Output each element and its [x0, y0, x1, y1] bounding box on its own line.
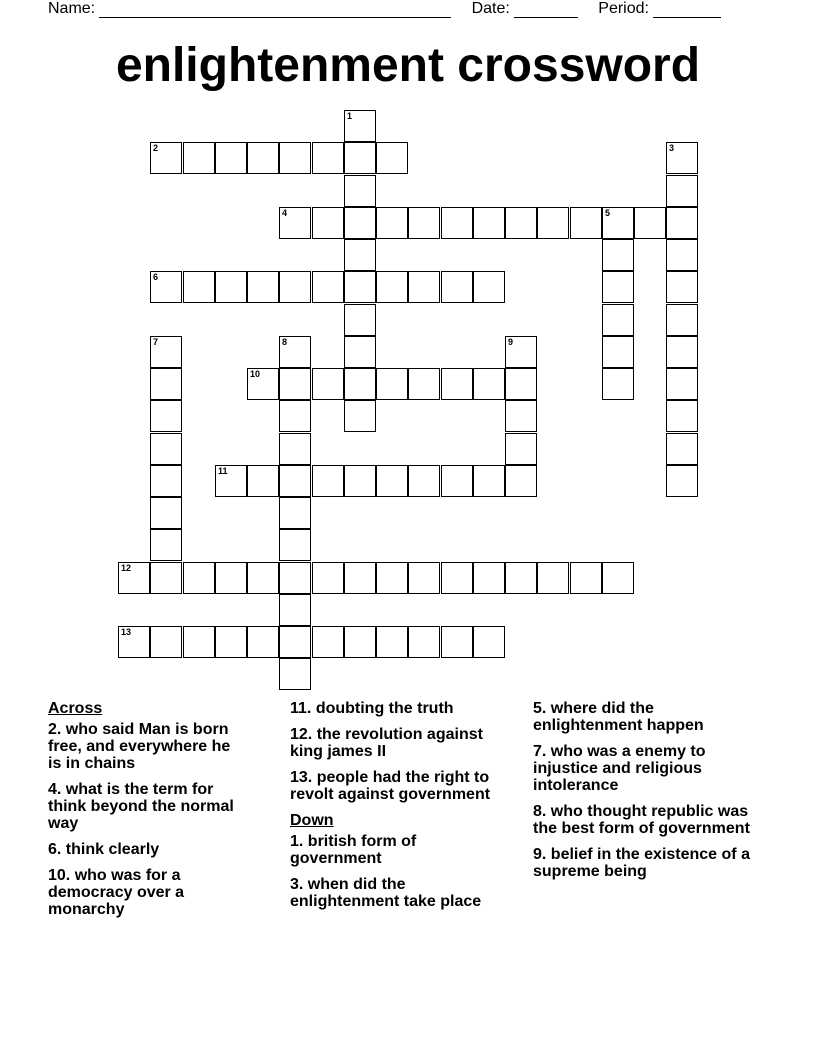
clues-column-2	[290, 700, 510, 919]
crossword-cell[interactable]	[279, 562, 311, 594]
crossword-cell[interactable]	[150, 142, 182, 174]
clue-number: 1	[347, 111, 353, 121]
down-heading: Down	[290, 812, 334, 829]
clue-number: 10	[250, 369, 261, 379]
crossword-cell[interactable]	[505, 433, 537, 465]
clue-across-13: 13. people had the right to revolt against government	[290, 769, 491, 803]
clues-column-1	[48, 700, 248, 927]
crossword-cell[interactable]	[247, 271, 279, 303]
crossword-cell[interactable]	[666, 142, 698, 174]
crossword-cell[interactable]	[118, 626, 150, 658]
clues-column-3	[533, 700, 763, 889]
crossword-cell[interactable]	[247, 368, 279, 400]
crossword-cell[interactable]	[441, 562, 473, 594]
across-heading: Across	[48, 700, 103, 717]
crossword-cell[interactable]	[344, 239, 376, 271]
crossword-cell[interactable]	[150, 433, 182, 465]
crossword-cell[interactable]	[215, 465, 247, 497]
crossword-cell[interactable]	[602, 368, 634, 400]
page-title: enlightenment crossword	[115, 39, 701, 92]
crossword-cell[interactable]	[602, 562, 634, 594]
clue-across-4: 4. what is the term for think beyond the normal way	[48, 781, 234, 832]
crossword-cell[interactable]	[215, 271, 247, 303]
crossword-cell[interactable]	[376, 465, 408, 497]
clue-number: 2	[153, 143, 159, 153]
clue-across-10: 10. who was for a democracy over a monarchy	[48, 867, 185, 918]
clue-number: 9	[508, 337, 514, 347]
crossword-cell[interactable]	[666, 400, 698, 432]
crossword-cell[interactable]	[344, 207, 376, 239]
crossword-cell[interactable]	[247, 465, 279, 497]
clue-across-12: 12. the revolution against king james II	[290, 726, 483, 760]
crossword-cell[interactable]	[602, 207, 634, 239]
crossword-cell[interactable]	[441, 626, 473, 658]
crossword-cell[interactable]	[150, 562, 182, 594]
crossword-cell[interactable]	[666, 207, 698, 239]
crossword-cell[interactable]	[602, 304, 634, 336]
clue-number: 6	[153, 272, 159, 282]
crossword-cell[interactable]	[344, 465, 376, 497]
crossword-cell[interactable]	[150, 497, 182, 529]
crossword-cell[interactable]	[279, 658, 311, 690]
clue-down-1: 1. british form of government	[290, 833, 417, 867]
crossword-cell[interactable]	[505, 400, 537, 432]
clue-down-3: 3. when did the enlightenment take place	[290, 876, 482, 910]
crossword-cell[interactable]	[215, 626, 247, 658]
crossword-cell[interactable]	[473, 465, 505, 497]
crossword-cell[interactable]	[408, 562, 440, 594]
crossword-cell[interactable]	[312, 207, 344, 239]
crossword-cell[interactable]	[215, 562, 247, 594]
crossword-cell[interactable]	[312, 465, 344, 497]
crossword-cell[interactable]	[666, 304, 698, 336]
crossword-cell[interactable]	[666, 271, 698, 303]
crossword-cell[interactable]	[408, 465, 440, 497]
clue-down-9: 9. belief in the existence of a supreme being	[533, 846, 750, 880]
crossword-cell[interactable]	[344, 400, 376, 432]
crossword-cell[interactable]	[408, 271, 440, 303]
crossword-cell[interactable]	[376, 271, 408, 303]
crossword-cell[interactable]	[505, 368, 537, 400]
clue-down-7: 7. who was a enemy to injustice and religious intolerance	[533, 743, 706, 794]
crossword-cell[interactable]	[376, 207, 408, 239]
crossword-cell[interactable]	[505, 336, 537, 368]
crossword-cell[interactable]	[279, 433, 311, 465]
crossword-cell[interactable]	[473, 368, 505, 400]
crossword-cell[interactable]	[150, 271, 182, 303]
crossword-cell[interactable]	[408, 207, 440, 239]
crossword-cell[interactable]	[537, 207, 569, 239]
crossword-cell[interactable]	[376, 368, 408, 400]
crossword-cell[interactable]	[279, 626, 311, 658]
crossword-cell[interactable]	[344, 562, 376, 594]
crossword-cell[interactable]	[408, 626, 440, 658]
crossword-cell[interactable]	[441, 465, 473, 497]
clue-number: 8	[282, 337, 288, 347]
crossword-cell[interactable]	[666, 239, 698, 271]
crossword-cell[interactable]	[441, 271, 473, 303]
crossword-cell[interactable]	[505, 207, 537, 239]
crossword-cell[interactable]	[118, 562, 150, 594]
clue-across-6: 6. think clearly	[48, 841, 160, 858]
crossword-cell[interactable]	[602, 271, 634, 303]
crossword-cell[interactable]	[312, 562, 344, 594]
crossword-cell[interactable]	[344, 271, 376, 303]
crossword-cell[interactable]	[312, 271, 344, 303]
crossword-cell[interactable]	[247, 626, 279, 658]
period-label: Period:	[598, 0, 649, 17]
crossword-cell[interactable]	[570, 207, 602, 239]
date-label: Date:	[471, 0, 510, 17]
crossword-cell[interactable]	[666, 433, 698, 465]
crossword-cell[interactable]	[183, 271, 215, 303]
crossword-cell[interactable]	[666, 175, 698, 207]
crossword-cell[interactable]	[183, 626, 215, 658]
crossword-cell[interactable]	[376, 142, 408, 174]
crossword-cell[interactable]	[183, 562, 215, 594]
crossword-cell[interactable]	[279, 207, 311, 239]
crossword-cell[interactable]	[441, 368, 473, 400]
crossword-cell[interactable]	[279, 497, 311, 529]
crossword-cell[interactable]	[150, 465, 182, 497]
crossword-cell[interactable]	[312, 368, 344, 400]
crossword-cell[interactable]	[312, 626, 344, 658]
crossword-cell[interactable]	[666, 336, 698, 368]
crossword-cell[interactable]	[666, 368, 698, 400]
crossword-cell[interactable]	[279, 336, 311, 368]
clue-across-11: 11. doubting the truth	[290, 700, 454, 717]
crossword-cell[interactable]	[473, 207, 505, 239]
clue-number: 3	[669, 143, 675, 153]
crossword-cell[interactable]	[150, 400, 182, 432]
crossword-cell[interactable]	[279, 368, 311, 400]
crossword-cell[interactable]	[344, 304, 376, 336]
crossword-cell[interactable]	[279, 142, 311, 174]
crossword-cell[interactable]	[279, 529, 311, 561]
crossword-cell[interactable]	[247, 562, 279, 594]
crossword-cell[interactable]	[537, 562, 569, 594]
crossword-cell[interactable]	[473, 271, 505, 303]
crossword-cell[interactable]	[183, 142, 215, 174]
clue-number: 13	[121, 627, 132, 637]
clue-across-2: 2. who said Man is born free, and everywhere he is in chains	[48, 721, 231, 772]
crossword-cell[interactable]	[473, 562, 505, 594]
crossword-cell[interactable]	[344, 175, 376, 207]
crossword-cell[interactable]	[150, 336, 182, 368]
crossword-cell[interactable]	[441, 207, 473, 239]
crossword-cell[interactable]	[344, 336, 376, 368]
crossword-cell[interactable]	[408, 368, 440, 400]
crossword-cell[interactable]	[505, 465, 537, 497]
crossword-cell[interactable]	[666, 465, 698, 497]
crossword-cell[interactable]	[279, 465, 311, 497]
crossword-cell[interactable]	[150, 529, 182, 561]
clue-down-5: 5. where did the enlightenment happen	[533, 700, 704, 734]
crossword-cell[interactable]	[150, 368, 182, 400]
clue-number: 4	[282, 208, 288, 218]
crossword-cell[interactable]	[570, 562, 602, 594]
crossword-cell[interactable]	[505, 562, 537, 594]
crossword-cell[interactable]	[376, 626, 408, 658]
clue-down-8: 8. who thought republic was the best form of government	[533, 803, 750, 837]
crossword-cell[interactable]	[344, 142, 376, 174]
crossword-cell[interactable]	[247, 142, 279, 174]
clue-number: 12	[121, 563, 132, 573]
clue-number: 7	[153, 337, 159, 347]
crossword-cell[interactable]	[602, 336, 634, 368]
crossword-cell[interactable]	[279, 594, 311, 626]
name-label: Name:	[48, 0, 96, 17]
crossword-cell[interactable]	[215, 142, 247, 174]
crossword-cell[interactable]	[150, 626, 182, 658]
crossword-cell[interactable]	[344, 626, 376, 658]
crossword-cell[interactable]	[344, 110, 376, 142]
crossword-cell[interactable]	[344, 368, 376, 400]
crossword-cell[interactable]	[634, 207, 666, 239]
crossword-cell[interactable]	[473, 626, 505, 658]
crossword-cell[interactable]	[602, 239, 634, 271]
crossword-cell[interactable]	[312, 142, 344, 174]
crossword-cell[interactable]	[376, 562, 408, 594]
clue-number: 11	[218, 466, 228, 476]
crossword-cell[interactable]	[279, 400, 311, 432]
crossword-cell[interactable]	[279, 271, 311, 303]
clue-number: 5	[605, 208, 611, 218]
